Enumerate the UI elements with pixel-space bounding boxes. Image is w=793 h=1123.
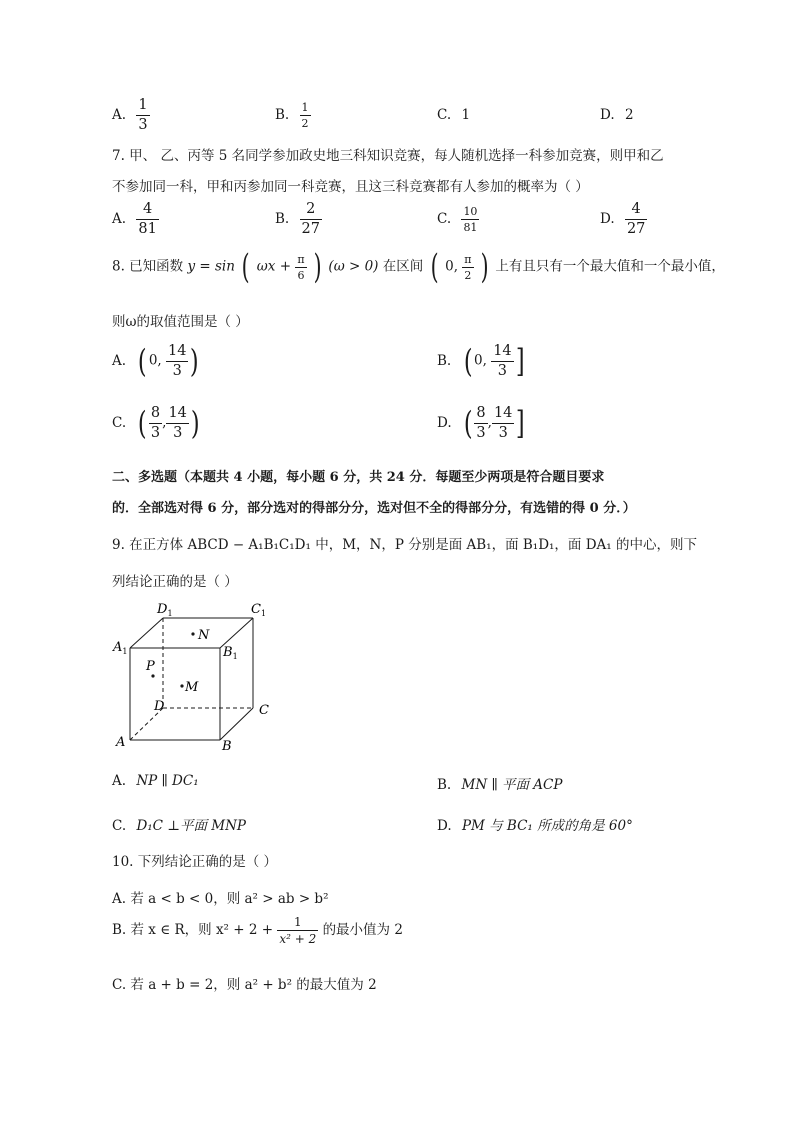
q8-option-c: C. ( $\frac{8}{3}$ , $\frac{14}{3}$ ): [112, 404, 200, 442]
left-paren: (: [241, 247, 250, 287]
q8-stem-line2: 则ω的取值范围是（ ）: [112, 314, 249, 330]
fraction-pi-6: $\frac{\pi}{6}$: [297, 252, 305, 282]
q9-option-c: C. D₁C ⊥平面 MNP: [112, 818, 246, 834]
fraction-pi-2: $\frac{\pi}{2}$: [464, 252, 472, 282]
label-c: C: [259, 703, 269, 718]
q8-stem-line1: 8. 已知函数 y = sin ( ωx + $\frac{\pi}{6}$ ) (ω > 0) 在区间 ( 0, $\frac{\pi}{2}$ ) 上有且只有一个最大值和一个最小值，: [112, 247, 725, 287]
label-m: M: [185, 680, 199, 695]
q9-stem-line2: 列结论正确的是（ ）: [112, 574, 238, 590]
option-value: 2: [624, 107, 634, 123]
q9-option-b: B. MN ∥ 平面 ACP: [437, 777, 563, 793]
q9-stem-line1: 9. 在正方体 ABCD − A₁B₁C₁D₁ 中，M，N，P 分别是面 AB₁，面 B₁D₁，面 DA₁ 的中心，则下: [112, 537, 698, 553]
q9-option-d: D. PM 与 BC₁ 所成的角是 60°: [437, 818, 633, 834]
section2-heading-line2: 的．全部选对得 6 分，部分选对的得部分分，选对但不全的得部分分，有选错的得 0 分．）: [112, 501, 636, 516]
fraction: $\frac{1}{\text{x² + 2}}$: [279, 915, 317, 946]
q10-option-a: A. 若 a < b < 0，则 a² > ab > b²: [112, 891, 329, 907]
q6-option-b: [275, 102, 311, 129]
right-paren: ): [313, 247, 322, 287]
label-c1: $C_1$: [251, 602, 267, 618]
option-label: C.: [437, 107, 452, 123]
q10-option-b: B. 若 x ∈ R，则 x² + 2 + $\frac{1}{\text{x² + 2}}$ 的最小值为 2: [112, 915, 403, 946]
right-paren: ): [480, 247, 489, 287]
option-label: D.: [600, 107, 615, 123]
fraction: $\frac{8}{3}$: [476, 405, 486, 441]
q7-option-d: [600, 202, 647, 236]
fraction: $\frac{10}{81}$: [463, 205, 478, 234]
q10-stem: 10. 下列结论正确的是（ ）: [112, 854, 278, 870]
q6-option-c: [437, 107, 470, 123]
q10-option-c: C. 若 a + b = 2，则 a² + b² 的最大值为 2: [112, 977, 377, 993]
fraction: $\frac{4}{27}$: [626, 201, 646, 237]
q7-option-c: [437, 206, 479, 233]
fraction: $\frac{14}{3}$: [168, 405, 187, 441]
option-label: A.: [112, 106, 127, 123]
function-name: y = sin: [187, 258, 235, 275]
label-a1: $A_1$: [113, 640, 128, 656]
fraction: $\frac{14}{3}$: [493, 405, 513, 441]
section2-heading-line1: 二、多选题（本题共 4 小题，每小题 6 分，共 24 分．每题至少两项是符合题目要求: [112, 470, 605, 485]
q8-option-a: A. ( 0, $\frac{14}{3}$ ): [112, 342, 200, 380]
label-p: P: [146, 659, 155, 674]
label-d1: $D_1$: [157, 602, 173, 618]
fraction: $\frac{14}{3}$: [493, 343, 512, 379]
q7-stem-line1: 7. 甲、 乙、丙等 5 名同学参加政史地三科知识竞赛，每人随机选择一科参加竞赛，则甲和乙: [112, 148, 664, 164]
q7-option-b: [275, 202, 322, 236]
option-value: 1: [461, 107, 471, 123]
q8-option-d: D. ( $\frac{8}{3}$ , $\frac{14}{3}$ ]: [437, 404, 526, 442]
option-label: D.: [600, 210, 615, 227]
option-label: C.: [437, 211, 452, 227]
fraction: $\frac{1}{2}$: [301, 101, 309, 130]
q8-option-b: B. ( 0, $\frac{14}{3}$ ]: [437, 342, 525, 380]
label-n: N: [198, 628, 210, 643]
fraction: $\frac{4}{81}$: [138, 201, 157, 237]
fraction: $\frac{2}{27}$: [301, 201, 320, 237]
q7-stem-line2: 不参加同一科，甲和丙参加同一科竞赛，且这三科竞赛都有人参加的概率为（ ）: [112, 179, 589, 195]
q6-option-d: [600, 107, 634, 123]
label-b1: $B_1$: [223, 645, 238, 661]
option-label: A.: [112, 210, 127, 227]
fraction: $\frac{8}{3}$: [150, 405, 161, 441]
label-d: D: [154, 699, 165, 714]
left-paren: (: [430, 247, 439, 287]
label-b: B: [222, 739, 232, 754]
q6-option-a: [112, 98, 150, 132]
q7-option-a: [112, 202, 159, 236]
option-label: B.: [275, 107, 290, 123]
fraction: $\frac{14}{3}$: [168, 343, 187, 379]
q9-option-a: A. NP ∥ DC₁: [112, 773, 199, 789]
fraction: $\frac{1}{3}$: [138, 97, 148, 133]
option-label: B.: [275, 210, 290, 227]
cube-diagram: [108, 598, 278, 758]
label-a: A: [116, 735, 126, 750]
